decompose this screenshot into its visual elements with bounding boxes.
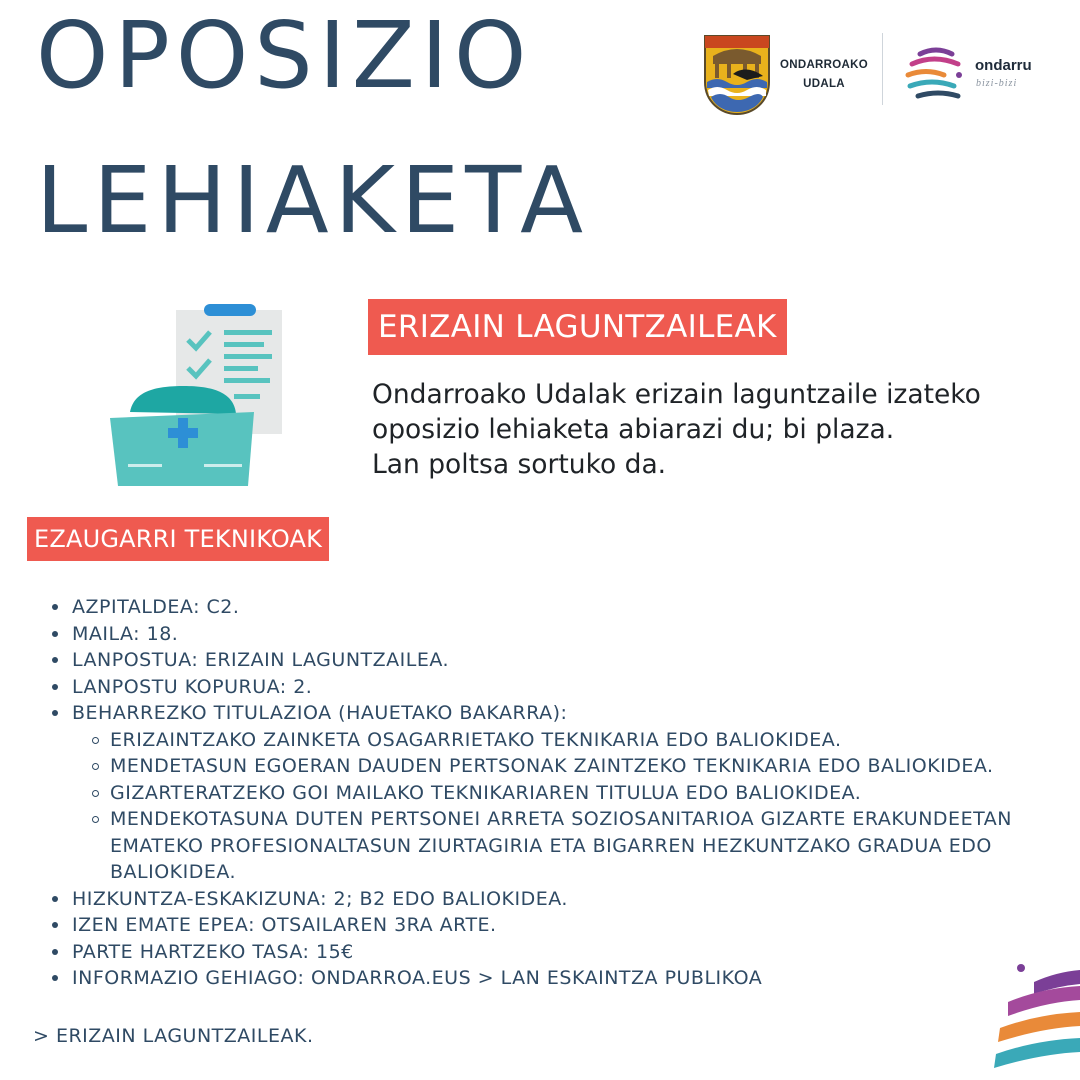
spec-kopurua: LANPOSTU KOPURUA: 2. bbox=[50, 674, 1060, 701]
ondarru-wave-mark-icon bbox=[904, 44, 966, 106]
spec-hizkuntza: HIZKUNTZA-ESKAKIZUNA: 2; B2 EDO BALIOKIDEA. bbox=[50, 886, 1060, 913]
spec-azpitaldea: AZPITALDEA: C2. bbox=[50, 594, 1060, 621]
spec-epea: IZEN EMATE EPEA: OTSAILAREN 3RA ARTE. bbox=[50, 912, 1060, 939]
intro-text bbox=[372, 377, 1062, 482]
spec-lanpostua: LANPOSTUA: ERIZAIN LAGUNTZAILEA. bbox=[50, 647, 1060, 674]
title-item-text: MENDETASUN EGOERAN DAUDEN PERTSONAK ZAINTZEKO TEKNIKARIA EDO BALIOKIDEA. bbox=[110, 755, 994, 777]
corner-wave-decoration-icon bbox=[990, 958, 1080, 1080]
udala-line-2: UDALA bbox=[803, 78, 845, 90]
logo-divider bbox=[882, 33, 883, 105]
spec-titulazioa bbox=[50, 700, 1060, 886]
spec-informazioa: INFORMAZIO GEHIAGO: ONDARROA.EUS > LAN ESKAINTZA PUBLIKOA bbox=[50, 965, 1060, 992]
title-item-text: MENDEKOTASUNA DUTEN PERTSONEI ARRETA SOZIOSANITARIOA GIZARTE ERAKUNDEETAN EMATEKO PROFESIONALTASUN ZIURTAGIRIA ETA BIGARREN HEZKUNTZAKO GRADUA EDO BALIOKIDEA. bbox=[110, 808, 1012, 883]
title-item bbox=[50, 806, 1060, 886]
title-line-1: OPOSIZIO bbox=[36, 2, 533, 109]
town-coat-of-arms-icon bbox=[703, 34, 771, 116]
title-item bbox=[50, 780, 1060, 807]
intro-line-2: oposizio lehiaketa abiarazi du; bi plaza. bbox=[372, 414, 895, 445]
spec-maila: MAILA: 18. bbox=[50, 621, 1060, 648]
title-item-text: ERIZAINTZAKO ZAINKETA OSAGARRIETAKO TEKNIKARIA EDO BALIOKIDEA. bbox=[110, 728, 842, 751]
section-badge: EZAUGARRI TEKNIKOAK bbox=[27, 517, 329, 561]
spec-titulazioa-label: BEHARREZKO TITULAZIOA (HAUETAKO BAKARRA): bbox=[72, 702, 568, 724]
spec-tasa: PARTE HARTZEKO TASA: 15€ bbox=[50, 939, 1060, 966]
nurse-cap-clipboard-icon bbox=[104, 300, 290, 490]
udala-line-1: ONDARROAKO bbox=[780, 59, 868, 71]
brand-name: ondarru bbox=[975, 57, 1032, 74]
spec-list bbox=[50, 594, 1060, 992]
intro-line-1: Ondarroako Udalak erizain laguntzaile izateko bbox=[372, 379, 981, 410]
position-badge: ERIZAIN LAGUNTZAILEAK bbox=[368, 299, 787, 355]
brand-tagline: bizi-bizi bbox=[976, 78, 1018, 89]
title-item-text: GIZARTERATZEKO GOI MAILAKO TEKNIKARIAREN TITULUA EDO BALIOKIDEA. bbox=[110, 781, 862, 804]
title-item bbox=[50, 727, 1060, 754]
udala-logo-text bbox=[776, 56, 872, 94]
spec-informazioa-continued: > ERIZAIN LAGUNTZAILEAK. bbox=[33, 1025, 314, 1047]
title-sublist bbox=[72, 727, 1060, 886]
intro-line-3: Lan poltsa sortuko da. bbox=[372, 449, 667, 480]
title-line-2: LEHIAKETA bbox=[36, 147, 590, 254]
title-item bbox=[50, 753, 1060, 780]
